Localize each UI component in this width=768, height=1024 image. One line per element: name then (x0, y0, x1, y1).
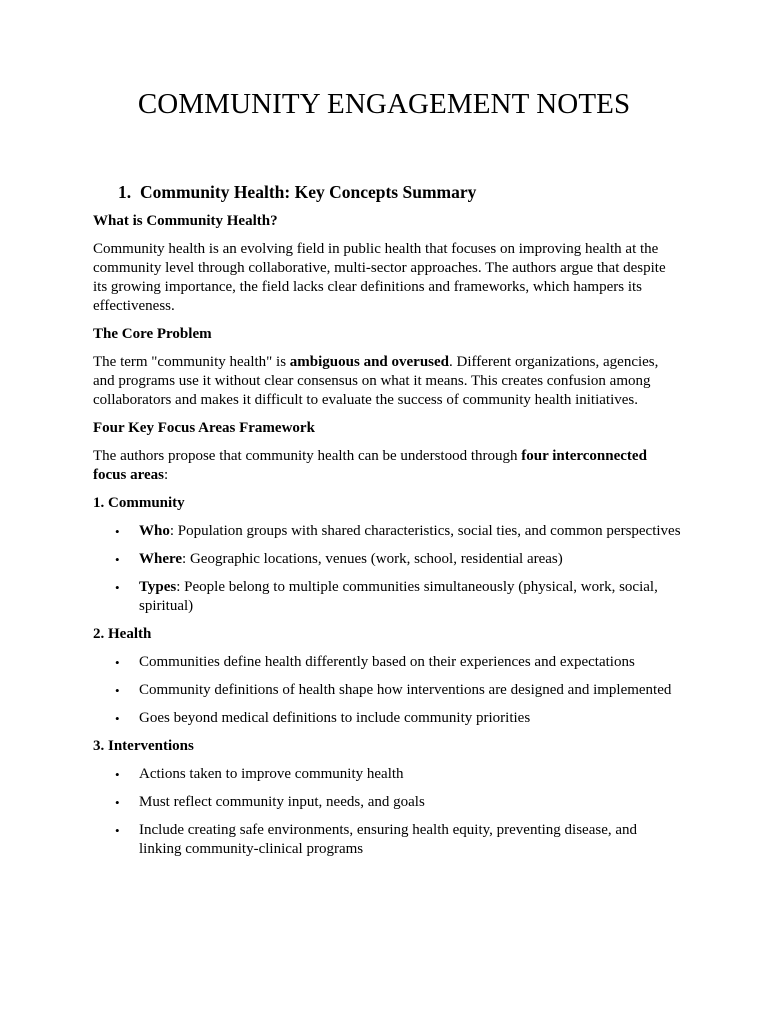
framework-paragraph (93, 447, 683, 485)
framework-text-after: : (163, 467, 169, 483)
interventions-heading: 3. Interventions (93, 738, 194, 754)
list-item-label: Where (139, 551, 183, 567)
core-problem-emphasis: ambiguous and overused (289, 354, 450, 370)
document-title: COMMUNITY ENGAGEMENT NOTES (137, 88, 631, 120)
framework-heading: Four Key Focus Areas Framework (93, 420, 315, 436)
list-item-text: Include creating safe environments, ensuring health equity, preventing disease, and linking community-clinical programs (139, 822, 638, 857)
community-list (93, 522, 683, 616)
core-problem-text-after: . Different organizations, agencies, and programs use it without clear consensus on what it means. This creates confusion among collaborators and makes it difficult to evaluate the success of community health initiatives. (93, 354, 659, 408)
list-item-label: Who (139, 523, 170, 539)
core-problem-heading: The Core Problem (93, 326, 212, 342)
bullet-icon: • (115, 683, 120, 698)
list-item (93, 709, 683, 728)
list-item (93, 653, 683, 672)
bullet-icon: • (115, 552, 120, 567)
list-item-text: Community definitions of health shape how interventions are designed and implemented (139, 682, 672, 698)
list-item-text: : Geographic locations, venues (work, school, residential areas) (182, 551, 563, 567)
list-item (93, 578, 683, 616)
framework-text-before: The authors propose that community health can be understood through (93, 448, 522, 464)
bullet-icon: • (115, 711, 120, 726)
section-title: Community Health: Key Concepts Summary (140, 182, 477, 202)
health-list (93, 653, 683, 728)
bullet-icon: • (115, 795, 120, 810)
list-item (93, 522, 683, 541)
list-item-text: Actions taken to improve community health (139, 766, 404, 782)
list-item (93, 793, 683, 812)
list-item (93, 550, 683, 569)
list-item (93, 765, 683, 784)
list-item-label: Types (139, 579, 177, 595)
bullet-icon: • (115, 655, 120, 670)
bullet-icon: • (115, 580, 120, 595)
bullet-icon: • (115, 823, 120, 838)
framework-emphasis: four interconnected focus areas (93, 448, 647, 483)
bullet-icon: • (115, 767, 120, 782)
core-problem-text-before: The term "community health" is (93, 354, 290, 370)
what-is-heading: What is Community Health? (93, 213, 278, 229)
health-heading: 2. Health (93, 626, 152, 642)
list-item-text: Goes beyond medical definitions to include community priorities (139, 710, 531, 726)
interventions-list (93, 765, 683, 859)
core-problem-paragraph (93, 353, 683, 410)
document-body (93, 180, 683, 868)
list-item-text: Must reflect community input, needs, and goals (139, 794, 425, 810)
community-heading: 1. Community (93, 495, 185, 511)
section-number: 1. (118, 182, 132, 202)
section-heading (118, 180, 683, 204)
what-is-paragraph: Community health is an evolving field in public health that focuses on improving health at the community level through collaborative, multi-sector approaches. The authors argue that despite its growing importance, the field lacks clear definitions and frameworks, which hampers its effectiveness. (93, 241, 666, 314)
list-item (93, 821, 683, 859)
bullet-icon: • (115, 524, 120, 539)
list-item-text: Communities define health differently based on their experiences and expectations (139, 654, 635, 670)
list-item-text: : Population groups with shared characteristics, social ties, and common perspectives (169, 523, 681, 539)
list-item-text: : People belong to multiple communities simultaneously (physical, work, social, spiritual) (139, 579, 658, 614)
list-item (93, 681, 683, 700)
